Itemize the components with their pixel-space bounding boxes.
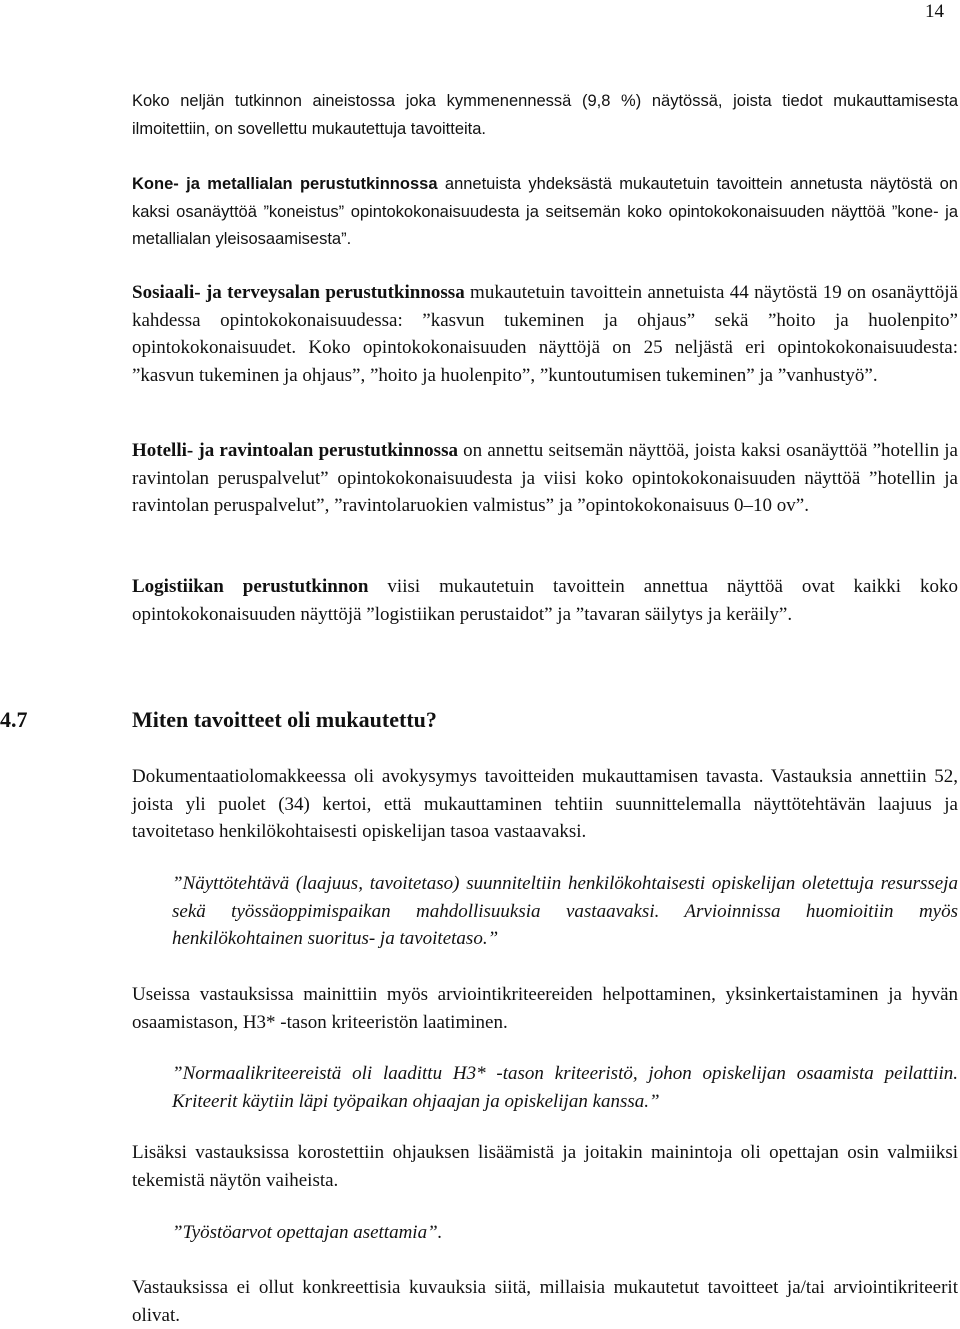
hotelli-paragraph bbox=[132, 437, 958, 520]
kone-text: annetuista yhdeksästä mukautetuin tavoittein annetusta näytöstä on kaksi osanäyttöä ”koneistus” opintokokonaisuudesta ja seitsemän koko opintokokonaisuuden näyttöä ”kone- ja metallialan yleisosaamisesta”. bbox=[132, 175, 958, 248]
kone-paragraph bbox=[132, 171, 958, 254]
section-title: Miten tavoitteet oli mukautettu? bbox=[132, 707, 437, 732]
sote-bold-label: Sosiaali- ja terveysalan perustutkinnossa bbox=[132, 282, 465, 303]
kone-bold-label: Kone- ja metallialan perustutkinnossa bbox=[132, 175, 438, 193]
quote-1: ”Näyttötehtävä (laajuus, tavoitetaso) suunniteltiin henkilökohtaisesti opiskelijan oletettuja resursseja sekä työssäoppimispaikan mahdollisuuksia vastaavaksi. Arvioinnissa huomioitiin myös henkilökohtainen suoritus- ja tavoitetaso.” bbox=[172, 873, 958, 949]
dokumentaatio-paragraph: Dokumentaatiolomakkeessa oli avokysymys tavoitteiden mukauttamisen tavasta. Vastauksia annettiin 52, joista yli puolet (34) kertoi, että mukauttaminen tehtiin suunnittelemalla näyttötehtävän laajuus ja tavoitetaso henkilökohtaisesti opiskelijan tasoa vastaavaksi. bbox=[132, 766, 958, 842]
logistiikka-bold-label: Logistiikan perustutkinnon bbox=[132, 576, 369, 597]
sote-text: mukautetuin tavoittein annetuista 44 näytöstä 19 on osanäyttöjä kahdessa opintokokonaisuudessa: ”kasvun tukeminen ja ohjaus” sekä ”hoito ja huolenpito” opintokokonaisuudet. Koko opintokokonaisuuden näyttöjä on 25 neljästä eri opintokokonaisuudesta: ”kasvun tukeminen ja ohjaus”, ”hoito ja huolenpito”, ”kuntoutumisen tukeminen” ja ”vanhustyö”. bbox=[132, 282, 958, 386]
hotelli-bold-label: Hotelli- ja ravintoalan perustutkinnossa bbox=[132, 440, 458, 461]
sote-paragraph bbox=[132, 279, 958, 389]
quote-3: ”Työstöarvot opettajan asettamia”. bbox=[172, 1222, 443, 1243]
vastauksissa-paragraph: Vastauksissa ei ollut konkreettisia kuvauksia siitä, millaisia mukautetut tavoitteet ja/tai arviointikriteerit olivat. bbox=[132, 1277, 958, 1326]
lisaksi-paragraph: Lisäksi vastauksissa korostettiin ohjauksen lisäämistä ja joitakin mainintoja oli opettajan osin valmiiksi tekemistä näytön vaiheista. bbox=[132, 1142, 958, 1191]
intro-paragraph: Koko neljän tutkinnon aineistossa joka kymmenennessä (9,8 %) näytössä, joista tiedot mukauttamisesta ilmoitettiin, on sovellettu mukautettuja tavoitteita. bbox=[132, 92, 958, 138]
quote-2: ”Normaalikriteereistä oli laadittu H3* -tason kriteeristö, johon opiskelijan osaamista peilattiin. Kriteerit käytiin läpi työpaikan ohjaajan ja opiskelijan kanssa.” bbox=[172, 1063, 958, 1112]
page-number: 14 bbox=[925, 1, 944, 22]
logistiikka-text: viisi mukautetuin tavoittein annettua näyttöä ovat kaikki koko opintokokonaisuuden näyttöjä ”logistiikan perustaidot” ja ”tavaran säilytys ja keräily”. bbox=[132, 576, 958, 625]
section-number: 4.7 bbox=[0, 707, 28, 732]
hotelli-text: on annettu seitsemän näyttöä, joista kaksi osanäyttöä ”hotellin ja ravintolan peruspalvelut” opintokokonaisuudesta ja viisi koko opintokokonaisuuden näyttöä ”hotellin ja ravintolan peruspalvelut”, ”ravintolaruokien valmistus” ja ”opintokokonaisuus 0–10 ov”. bbox=[132, 440, 958, 516]
section-heading bbox=[0, 700, 960, 740]
logistiikka-paragraph bbox=[132, 573, 958, 628]
useissa-paragraph: Useissa vastauksissa mainittiin myös arviointikriteereiden helpottaminen, yksinkertaistaminen ja hyvän osaamistason, H3* -tason kriteeristön laatiminen. bbox=[132, 984, 958, 1033]
